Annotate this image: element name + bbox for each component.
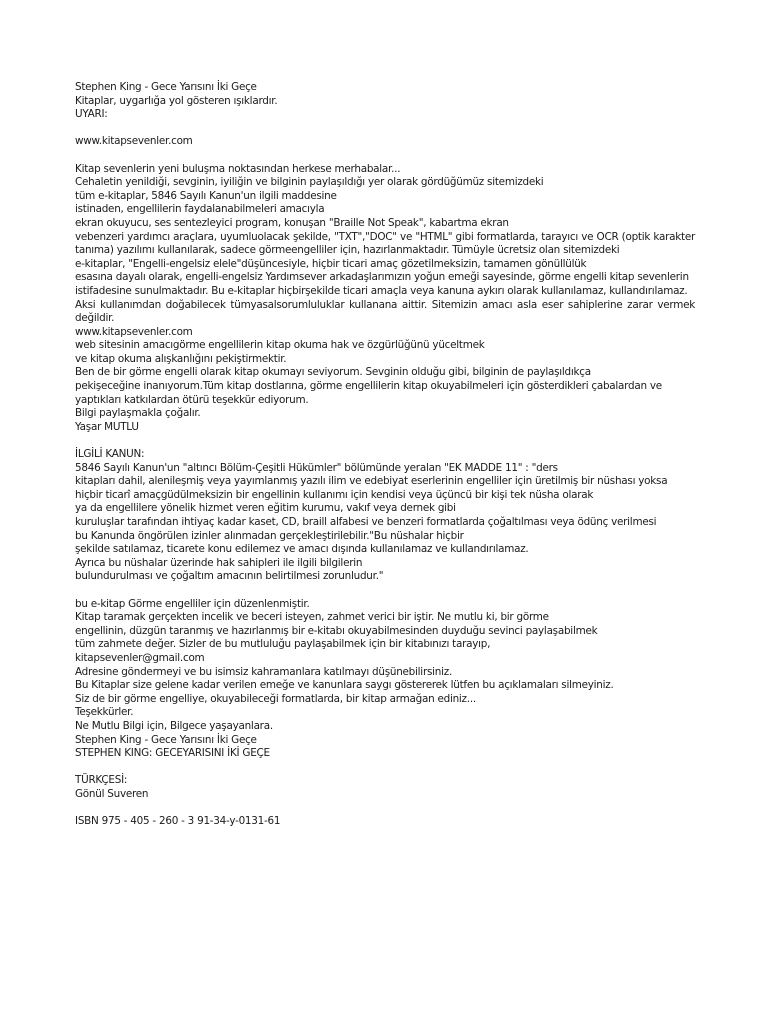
law-line: bu Kanunda öngörülen izinler alınmadan gerçekleştirilebilir."Bu nüshalar hiçbir bbox=[75, 529, 464, 542]
closing-line: Ne Mutlu Bilgi için, Bilgece yaşayanlara. bbox=[75, 719, 273, 732]
intro-line: e-kitaplar, "Engelli-engelsiz elele"düşüncesiyle, hiçbir ticari amaç gözetilmeksizin, tamamen gönüllülük bbox=[75, 257, 587, 270]
isbn: ISBN 975 - 405 - 260 - 3 91-34-y-0131-61 bbox=[75, 815, 281, 828]
closing-line: engellinin, düzgün taranmış ve hazırlanmış bir e-kitabı okuyabilmesinden duyduğu sevinci paylaşabilmek bbox=[75, 624, 598, 637]
intro-line: Cehaletin yenildiği, sevginin, iyiliğin ve bilginin paylaşıldığı yer olarak gördüğümüz sitemizdeki bbox=[75, 176, 544, 189]
law-paragraph: kuruluşlar tarafından ihtiyaç kadar kaset, CD, braill alfabesi ve benzeri formatlarda çoğaltılması veya ödünç verilmesi bbox=[75, 516, 657, 528]
intro-line: Bilgi paylaşmakla çoğalır. bbox=[75, 407, 201, 420]
closing-line: Adresine göndermeyi ve bu isimsiz kahramanlara katılmayı düşünebilirsiniz. bbox=[75, 665, 452, 678]
law-line: bulundurulması ve çoğaltım amacının belirtilmesi zorunludur." bbox=[75, 570, 384, 583]
closing-line: bu e-kitap Görme engelliler için düzenlenmiştir. bbox=[75, 597, 310, 610]
law-line: Ayrıca bu nüshalar üzerinde hak sahipleri ile ilgili bilgilerin bbox=[75, 556, 363, 569]
law-line: ya da engellilere yönelik hizmet veren eğitim kurumu, vakıf veya dernek gibi bbox=[75, 502, 456, 515]
intro-paragraph: vebenzeri yardımcı araçlara, uyumluolacak şekilde, "TXT","DOC" ve "HTML" gibi formatlarda, tarayıcı ve OCR (optik karakter tanıma) yazılımı kullanılarak, sadece görmeengelliler için, hazırlanmaktadır. Tümüyle ücretsiz olan sitemizdeki bbox=[75, 230, 695, 257]
intro-line: ve kitap okuma alışkanlığını pekiştirmektir. bbox=[75, 352, 287, 365]
intro-line: web sitesinin amacıgörme engellilerin kitap okuma hak ve özgürlüğünü yüceltmek bbox=[75, 339, 485, 352]
intro-signature: Yaşar MUTLU bbox=[75, 420, 139, 433]
law-paragraph: kitapları dahil, alenileşmiş veya yayımlanmış yazılı ilim ve edebiyat eserlerinin engelliler için üretilmiş bir nüshası yoksa bbox=[75, 475, 668, 488]
law-heading: İLGİLİ KANUN: bbox=[75, 448, 145, 461]
intro-line: Ben de bir görme engelli olarak kitap okumayı seviyorum. Sevginin olduğu gibi, bilginin de paylaşıldıkça bbox=[75, 366, 591, 379]
intro-paragraph: pekişeceğine inanıyorum.Tüm kitap dostlarına, görme engellilerin kitap okuyabilmeleri için gösterdikleri çabalardan ve bbox=[75, 380, 662, 393]
header-motto: Kitaplar, uygarlığa yol gösteren ışıklardır. bbox=[75, 94, 278, 107]
closing-line: Siz de bir görme engelliye, okuyabileceği formatlarda, bir kitap armağan ediniz... bbox=[75, 692, 476, 705]
translation-label: TÜRKÇESİ: bbox=[75, 774, 128, 787]
header-site: www.kitapsevenler.com bbox=[75, 135, 193, 148]
intro-line: Kitap sevenlerin yeni buluşma noktasından herkese merhabalar... bbox=[75, 162, 401, 175]
header-warning: UYARI: bbox=[75, 108, 108, 121]
closing-line: tüm zahmete değer. Sizler de bu mutluluğu paylaşabilmek için bir kitabınızı tarayıp, bbox=[75, 638, 491, 651]
intro-line: tüm e-kitaplar, 5846 Sayılı Kanun'un ilgili maddesine bbox=[75, 189, 337, 202]
closing-line: Teşekkürler. bbox=[75, 706, 134, 719]
closing-email: kitapsevenler@gmail.com bbox=[75, 651, 205, 664]
intro-paragraph: Aksi kullanımdan doğabilecek tümyasalsorumluluklar kullanana aittir. Sitemizin amacı asla eser sahiplerine zarar vermek değildir. bbox=[75, 298, 695, 325]
intro-paragraph: istifadesine sunulmaktadır. Bu e-kitaplar hiçbirşekilde ticari amaçla veya kanuna aykırı olarak kullanılamaz, kullandırılamaz. bbox=[75, 284, 688, 297]
intro-line: ekran okuyucu, ses sentezleyici program, konuşan "Braille Not Speak", kabartma ekran bbox=[75, 216, 509, 229]
intro-line: yaptıkları katkılardan ötürü teşekkür ediyorum. bbox=[75, 393, 309, 406]
intro-paragraph: esasına dayalı olarak, engelli-engelsiz Yardımsever arkadaşlarımızın yoğun emeği sayesinde, görme engelli kitap sevenlerin bbox=[75, 271, 689, 284]
law-line: şekilde satılamaz, ticarete konu edilemez ve amacı dışında kullanılamaz ve kullandırılamaz. bbox=[75, 543, 529, 556]
header-title: Stephen King - Gece Yarısını İki Geçe bbox=[75, 81, 257, 93]
law-line: 5846 Sayılı Kanun'un "altıncı Bölüm-Çeşitli Hükümler" bölümünde yeralan "EK MADDE 11" : "ders bbox=[75, 461, 558, 474]
translator-name: Gönül Suveren bbox=[75, 787, 149, 800]
closing-book-title: Stephen King - Gece Yarısını İki Geçe bbox=[75, 733, 257, 746]
closing-line: Bu Kitaplar size gelene kadar verilen emeğe ve kanunlara saygı göstererek lütfen bu açıklamaları silmeyiniz. bbox=[75, 679, 614, 692]
closing-book-title-caps: STEPHEN KING: GECEYARISINI İKİ GEÇE bbox=[75, 747, 270, 760]
intro-site: www.kitapsevenler.com bbox=[75, 325, 193, 338]
closing-line: Kitap taramak gerçekten incelik ve beceri isteyen, zahmet verici bir iştir. Ne mutlu ki, bir görme bbox=[75, 611, 549, 624]
law-line: hiçbir ticarî amaçgüdülmeksizin bir engellinin kullanımı için kendisi veya üçüncü bir kişi tek nüsha olarak bbox=[75, 488, 594, 501]
intro-line: istinaden, engellilerin faydalanabilmeleri amacıyla bbox=[75, 203, 325, 216]
document-body bbox=[75, 81, 695, 829]
